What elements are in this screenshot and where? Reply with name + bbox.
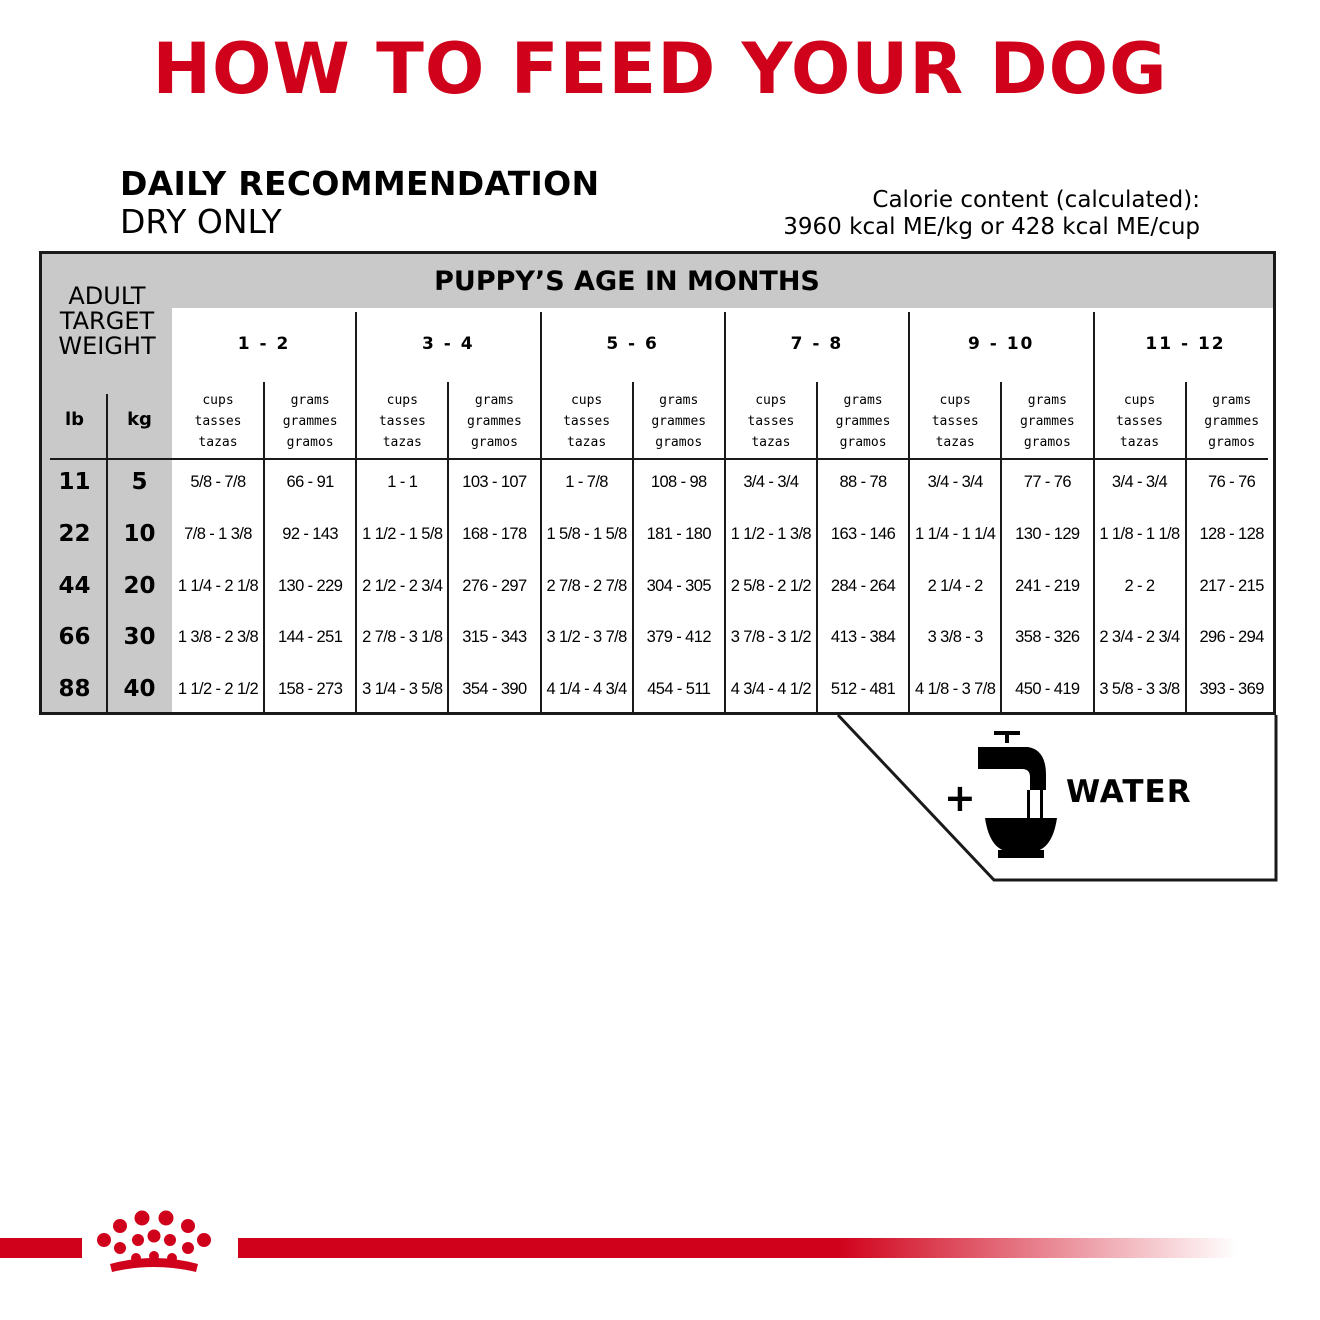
adult-label-line: WEIGHT [58,332,156,360]
cups-cell: 2 5/8 - 2 1/2 [730,577,812,595]
cups-cell: 3/4 - 3/4 [743,473,799,491]
unit-label-line: tazas [382,435,422,450]
kg-value: 30 [123,624,156,650]
unit-label-line: tazas [1119,435,1160,450]
unit-label-line: cups [1123,393,1156,408]
grams-cell: 108 - 98 [650,473,707,491]
unit-label-line: tasses [194,414,242,429]
cups-cell: 1 5/8 - 1 5/8 [546,525,627,543]
cups-cell: 1 1/2 - 2 1/2 [177,680,259,698]
grams-cell: 130 - 229 [277,577,343,595]
age-group-label: 7 - 8 [790,334,844,354]
age-group-label: 3 - 4 [422,334,475,354]
unit-label-line: tazas [935,435,975,450]
grams-cell: 354 - 390 [462,680,527,698]
grams-cell: 144 - 251 [277,628,343,646]
unit-label-line: cups [755,393,787,408]
grams-cell: 241 - 219 [1015,577,1080,595]
cups-cell: 1 1/4 - 2 1/8 [177,577,259,595]
grams-cell: 130 - 129 [1015,525,1080,543]
unit-label-line: grams [474,393,514,408]
unit-label-line: grams [1027,393,1067,408]
age-group-label: 5 - 6 [606,334,659,354]
footer-bar-left [0,1238,82,1258]
cups-cell: 1 1/4 - 1 1/4 [915,525,996,543]
cups-cell: 1 - 7/8 [565,473,608,491]
grams-cell: 158 - 273 [277,680,343,698]
grams-cell: 413 - 384 [830,628,896,646]
lb-header: lb [64,409,85,430]
unit-label-line: grammes [282,414,338,429]
page-title: HOW TO FEED YOUR DOG [152,28,1168,110]
cups-cell: 2 3/4 - 2 3/4 [1099,628,1180,646]
water-label: WATER [1066,774,1192,810]
grams-cell: 66 - 91 [286,473,334,491]
unit-label-line: grammes [1019,414,1075,429]
unit-label-line: grams [843,393,883,408]
kg-value: 20 [123,573,156,599]
lb-value: 66 [58,624,91,650]
grams-cell: 379 - 412 [646,628,711,646]
grams-cell: 304 - 305 [646,577,711,595]
cups-cell: 1 1/8 - 1 1/8 [1099,525,1180,543]
cups-cell: 3 5/8 - 3 3/8 [1099,680,1180,698]
kg-value: 10 [123,521,156,547]
grams-cell: 128 - 128 [1199,525,1264,543]
unit-label-line: grams [290,393,330,408]
grams-cell: 512 - 481 [830,680,896,698]
cups-cell: 2 1/4 - 2 [927,577,983,595]
lb-value: 22 [58,521,91,547]
cups-cell: 3/4 - 3/4 [927,473,983,491]
unit-label-line: tasses [378,414,426,429]
unit-label-line: tasses [563,414,611,429]
unit-label-line: tasses [747,414,795,429]
kg-value: 40 [123,676,156,702]
grams-cell: 358 - 326 [1015,628,1080,646]
cups-cell: 4 1/4 - 4 3/4 [546,680,627,698]
unit-label-line: grammes [835,414,891,429]
grams-cell: 103 - 107 [462,473,527,491]
cups-cell: 3 7/8 - 3 1/2 [730,628,812,646]
unit-label-line: gramos [839,435,887,450]
footer-bar-right [238,1238,1238,1258]
unit-label-line: grams [1212,393,1252,408]
grams-cell: 88 - 78 [839,473,887,491]
kg-header: kg [127,409,152,430]
daily-recommendation-heading: DAILY RECOMMENDATION [120,164,600,203]
unit-label-line: tasses [931,414,979,429]
cups-cell: 3 1/4 - 3 5/8 [362,680,443,698]
unit-label-line: grams [659,393,699,408]
lb-value: 11 [58,469,91,495]
unit-label-line: tazas [751,435,791,450]
water-tap-bowl-icon [978,731,1057,858]
lb-value: 88 [58,676,91,702]
cups-cell: 4 3/4 - 4 1/2 [730,680,812,698]
calorie-line-1: Calorie content (calculated): [872,187,1200,213]
cups-cell: 4 1/8 - 3 7/8 [915,680,996,698]
unit-label-line: gramos [286,435,334,450]
cups-cell: 5/8 - 7/8 [190,473,246,491]
unit-label-line: gramos [1023,435,1071,450]
grams-cell: 296 - 294 [1199,628,1264,646]
unit-label-line: tazas [567,435,607,450]
grams-cell: 76 - 76 [1208,473,1256,491]
unit-label-line: grammes [651,414,707,429]
grams-cell: 315 - 343 [462,628,527,646]
kg-value: 5 [131,469,148,495]
age-group-label: 1 - 2 [237,334,291,354]
grams-cell: 92 - 143 [282,525,339,543]
grams-cell: 217 - 215 [1199,577,1264,595]
grams-cell: 454 - 511 [647,680,711,698]
unit-label-line: tasses [1116,414,1163,429]
unit-label-line: gramos [470,435,518,450]
unit-label-line: cups [386,393,418,408]
unit-label-line: grammes [1204,414,1260,429]
unit-label-line: gramos [655,435,703,450]
unit-label-line: gramos [1208,435,1256,450]
cups-cell: 1 3/8 - 2 3/8 [177,628,259,646]
unit-label-line: grammes [467,414,522,429]
unit-label-line: cups [939,393,971,408]
adult-label-line: ADULT [68,282,146,310]
royal-canin-crown-icon [92,1208,232,1288]
unit-label-line: tazas [198,435,238,450]
grams-cell: 77 - 76 [1023,473,1071,491]
cups-cell: 3 3/8 - 3 [927,628,983,646]
dry-only-heading: DRY ONLY [120,202,282,241]
age-group-label: 11 - 12 [1145,334,1226,354]
age-group-label: 9 - 10 [967,334,1035,354]
grams-cell: 393 - 369 [1199,680,1264,698]
adult-label-line: TARGET [59,307,155,335]
water-panel-outline [838,715,1276,880]
grams-cell: 168 - 178 [462,525,527,543]
cups-cell: 3/4 - 3/4 [1111,473,1168,491]
calorie-line-2: 3960 kcal ME/kg or 428 kcal ME/cup [783,214,1200,240]
grams-cell: 276 - 297 [462,577,527,595]
cups-cell: 1 1/2 - 1 5/8 [362,525,443,543]
grams-cell: 181 - 180 [646,525,711,543]
cups-cell: 3 1/2 - 3 7/8 [546,628,627,646]
grams-cell: 163 - 146 [830,525,896,543]
unit-label-line: cups [202,393,234,408]
cups-cell: 2 1/2 - 2 3/4 [362,577,443,595]
grams-cell: 284 - 264 [830,577,896,595]
cups-cell: 2 7/8 - 2 7/8 [546,577,627,595]
unit-label-line: cups [570,393,603,408]
cups-cell: 1 1/2 - 1 3/8 [730,525,812,543]
cups-cell: 7/8 - 1 3/8 [184,525,252,543]
puppy-age-header: PUPPY’S AGE IN MONTHS [434,266,820,297]
cups-cell: 2 7/8 - 3 1/8 [362,628,443,646]
cups-cell: 1 - 1 [387,473,418,491]
cups-cell: 2 - 2 [1124,577,1155,595]
plus-sign: + [944,776,976,820]
grams-cell: 450 - 419 [1015,680,1080,698]
lb-value: 44 [58,573,91,599]
